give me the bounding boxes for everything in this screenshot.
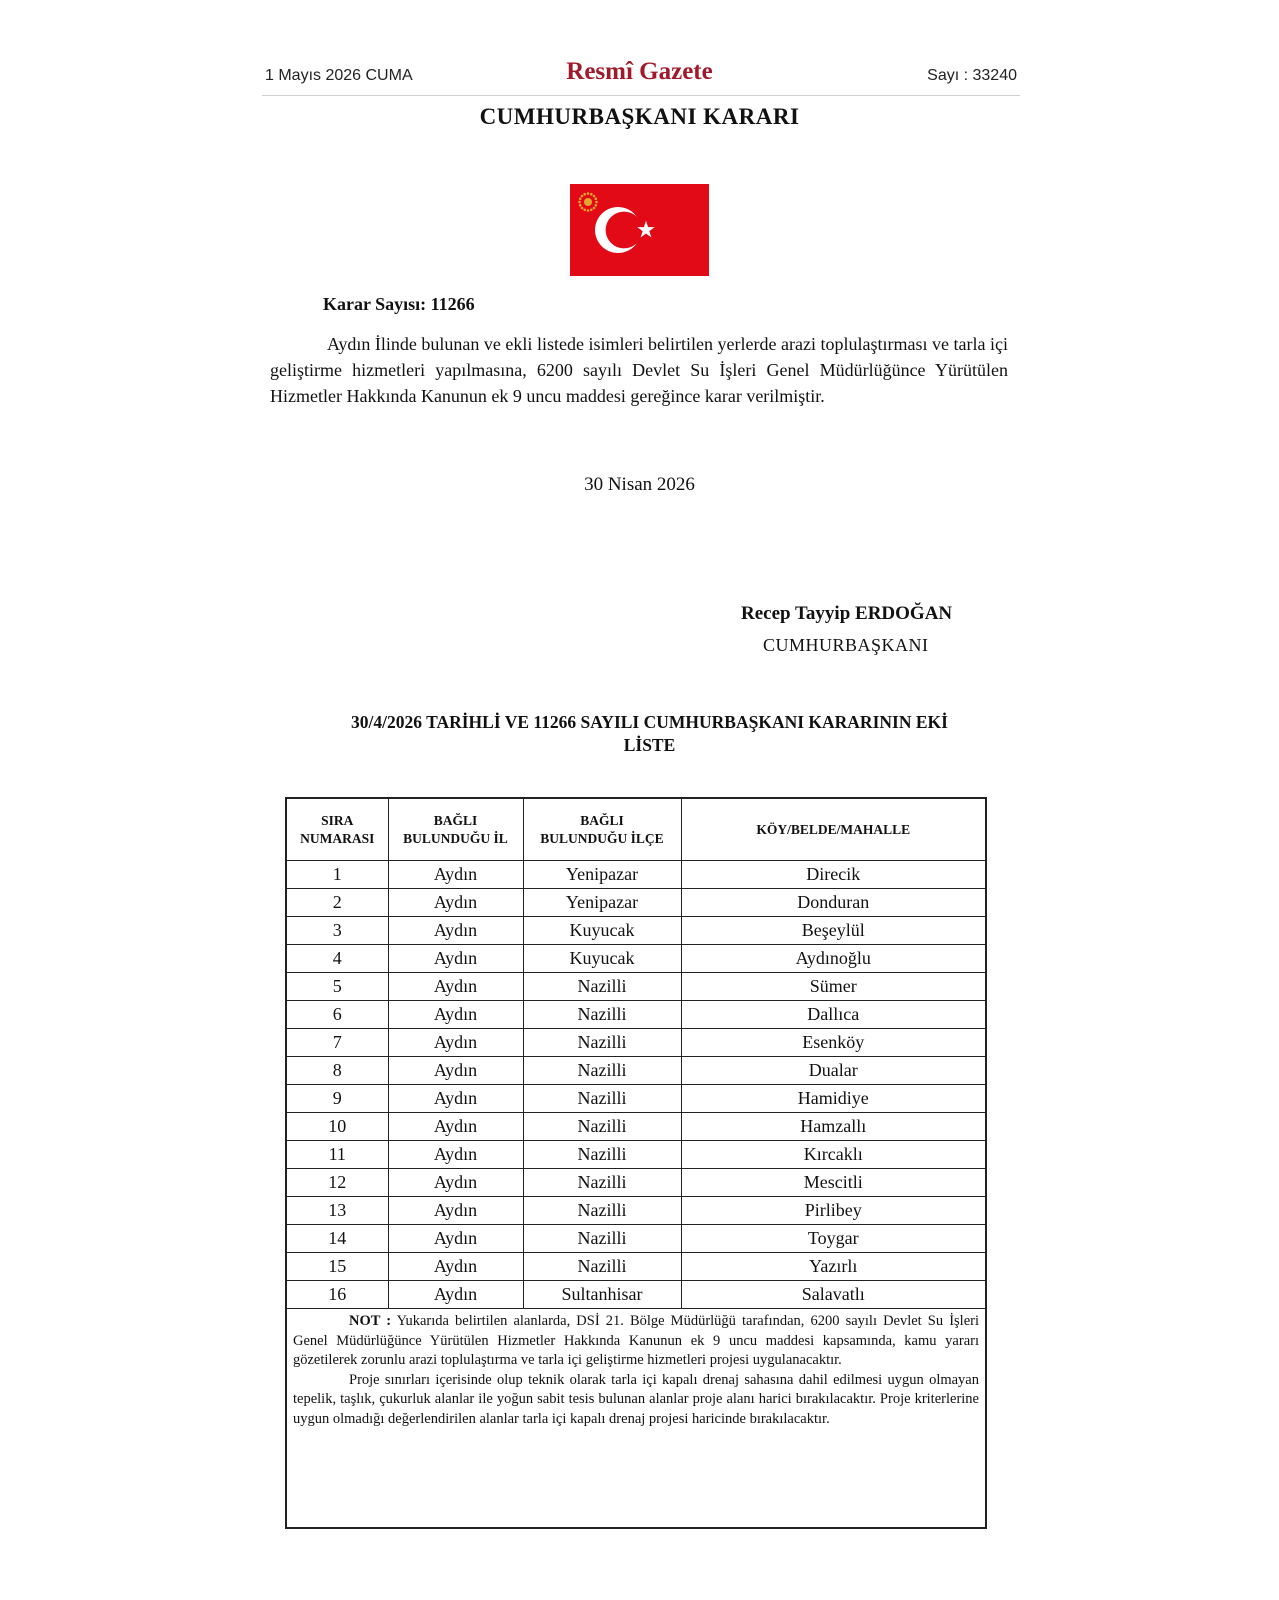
note-text-1: Yukarıda belirtilen alanlarda, DSİ 21. Bölge Müdürlüğü tarafından, 6200 sayılı Devlet Su İşleri Genel Müdürlüğünce Yürütülen Hizmetler Hakkında Kanunun ek 9 uncu maddesi kapsamında, kamu yararı gözetilerek zorunlu arazi toplulaştırma ve tarla içi geliştirme hizmetleri projesi uygulanacaktır. — [293, 1313, 979, 1368]
row-number-cell: 5 — [287, 973, 388, 1001]
district-cell: Nazilli — [523, 1197, 681, 1225]
signatory-title: CUMHURBAŞKANI — [763, 635, 929, 655]
table-row — [287, 1113, 985, 1141]
village-cell: Aydınoğlu — [681, 945, 985, 973]
row-number-cell: 14 — [287, 1225, 388, 1253]
district-cell: Kuyucak — [523, 917, 681, 945]
village-cell: Sümer — [681, 973, 985, 1001]
province-cell: Aydın — [388, 1113, 523, 1141]
village-cell: Dualar — [681, 1057, 985, 1085]
table-body — [287, 861, 985, 1309]
row-number-cell: 2 — [287, 889, 388, 917]
decision-number: Karar Sayısı: 11266 — [323, 294, 475, 314]
row-number-cell: 11 — [287, 1141, 388, 1169]
table-row — [287, 1197, 985, 1225]
district-cell: Nazilli — [523, 1029, 681, 1057]
signatory-name: Recep Tayyip ERDOĞAN — [741, 603, 953, 624]
annex-note — [287, 1309, 985, 1429]
header-divider — [262, 95, 1020, 96]
province-cell: Aydın — [388, 1197, 523, 1225]
province-cell: Aydın — [388, 889, 523, 917]
row-number-cell: 4 — [287, 945, 388, 973]
village-cell: Hamzallı — [681, 1113, 985, 1141]
table-row — [287, 1029, 985, 1057]
province-cell: Aydın — [388, 1281, 523, 1309]
village-cell: Donduran — [681, 889, 985, 917]
table-row — [287, 1001, 985, 1029]
district-cell: Nazilli — [523, 973, 681, 1001]
district-cell: Yenipazar — [523, 861, 681, 889]
province-cell: Aydın — [388, 1169, 523, 1197]
table-row — [287, 945, 985, 973]
row-number-cell: 6 — [287, 1001, 388, 1029]
village-cell: Kırcaklı — [681, 1141, 985, 1169]
table-row — [287, 1281, 985, 1309]
province-cell: Aydın — [388, 1057, 523, 1085]
header-koy-belde-mahalle: KÖY/BELDE/MAHALLE — [681, 799, 985, 861]
row-number-cell: 7 — [287, 1029, 388, 1057]
district-cell: Nazilli — [523, 1085, 681, 1113]
district-cell: Nazilli — [523, 1001, 681, 1029]
note-paragraph-1 — [293, 1312, 979, 1371]
province-cell: Aydın — [388, 973, 523, 1001]
village-cell: Mescitli — [681, 1169, 985, 1197]
table-row — [287, 1253, 985, 1281]
row-number-cell: 8 — [287, 1057, 388, 1085]
district-cell: Yenipazar — [523, 889, 681, 917]
table-row — [287, 889, 985, 917]
header-date: 1 Mayıs 2026 CUMA — [265, 67, 413, 84]
table-row — [287, 1057, 985, 1085]
table-header-row — [287, 799, 985, 861]
district-cell: Nazilli — [523, 1225, 681, 1253]
row-number-cell: 15 — [287, 1253, 388, 1281]
village-cell: Direcik — [681, 861, 985, 889]
village-cell: Esenköy — [681, 1029, 985, 1057]
province-cell: Aydın — [388, 1225, 523, 1253]
annex-table-box — [285, 797, 987, 1529]
province-cell: Aydın — [388, 1001, 523, 1029]
district-cell: Nazilli — [523, 1057, 681, 1085]
province-cell: Aydın — [388, 1029, 523, 1057]
district-cell: Sultanhisar — [523, 1281, 681, 1309]
header-sira-numarasi: SIRA NUMARASI — [287, 799, 388, 861]
table-row — [287, 917, 985, 945]
gazette-name: Resmî Gazete — [566, 58, 713, 85]
table-row — [287, 973, 985, 1001]
province-cell: Aydın — [388, 1085, 523, 1113]
annex-title-line2: LİSTE — [623, 735, 676, 755]
village-cell: Beşeylül — [681, 917, 985, 945]
village-cell: Pirlibey — [681, 1197, 985, 1225]
district-cell: Nazilli — [523, 1141, 681, 1169]
issue-number: Sayı : 33240 — [927, 67, 1017, 84]
district-cell: Nazilli — [523, 1169, 681, 1197]
table-row — [287, 1225, 985, 1253]
decision-date: 30 Nisan 2026 — [584, 474, 695, 495]
province-cell: Aydın — [388, 1253, 523, 1281]
note-label: NOT : — [349, 1313, 392, 1329]
row-number-cell: 9 — [287, 1085, 388, 1113]
row-number-cell: 13 — [287, 1197, 388, 1225]
row-number-cell: 16 — [287, 1281, 388, 1309]
village-cell: Hamidiye — [681, 1085, 985, 1113]
annex-title — [312, 711, 987, 757]
row-number-cell: 10 — [287, 1113, 388, 1141]
village-cell: Salavatlı — [681, 1281, 985, 1309]
row-number-cell: 3 — [287, 917, 388, 945]
village-cell: Yazırlı — [681, 1253, 985, 1281]
turkish-flag-icon — [570, 184, 709, 276]
row-number-cell: 1 — [287, 861, 388, 889]
district-cell: Nazilli — [523, 1113, 681, 1141]
province-cell: Aydın — [388, 1141, 523, 1169]
province-cell: Aydın — [388, 861, 523, 889]
table-row — [287, 1169, 985, 1197]
village-cell: Dallıca — [681, 1001, 985, 1029]
annex-table — [287, 799, 985, 1309]
table-row — [287, 1085, 985, 1113]
header-bagli-il: BAĞLI BULUNDUĞU İL — [388, 799, 523, 861]
province-cell: Aydın — [388, 945, 523, 973]
table-row — [287, 861, 985, 889]
table-row — [287, 1141, 985, 1169]
district-cell: Kuyucak — [523, 945, 681, 973]
document-title: CUMHURBAŞKANI KARARI — [479, 104, 800, 129]
decision-body-text: Aydın İlinde bulunan ve ekli listede isimleri belirtilen yerlerde arazi toplulaştırması ve tarla içi geliştirme hizmetleri yapılmasına, 6200 sayılı Devlet Su İşleri Genel Müdürlüğünce Yürütülen Hizmetler Hakkında Kanunun ek 9 uncu maddesi gereğince karar verilmiştir. — [270, 334, 1008, 406]
note-paragraph-2: Proje sınırları içerisinde olup teknik olarak tarla içi kapalı drenaj sahasına dahil edilmesi uygun olmayan tepelik, taşlık, çukurluk alanlar ile yoğun sabit tesis bulunan alanlar proje alanı harici bırakılacaktır. Proje kriterlerine uygun olmadığı değerlendirilen alanlar tarla içi kapalı drenaj projesi haricinde bırakılacaktır. — [293, 1371, 979, 1427]
row-number-cell: 12 — [287, 1169, 388, 1197]
province-cell: Aydın — [388, 917, 523, 945]
header-bagli-ilce: BAĞLI BULUNDUĞU İLÇE — [523, 799, 681, 861]
village-cell: Toygar — [681, 1225, 985, 1253]
district-cell: Nazilli — [523, 1253, 681, 1281]
annex-title-line1: 30/4/2026 TARİHLİ VE 11266 SAYILI CUMHURBAŞKANI KARARININ EKİ — [351, 712, 948, 732]
